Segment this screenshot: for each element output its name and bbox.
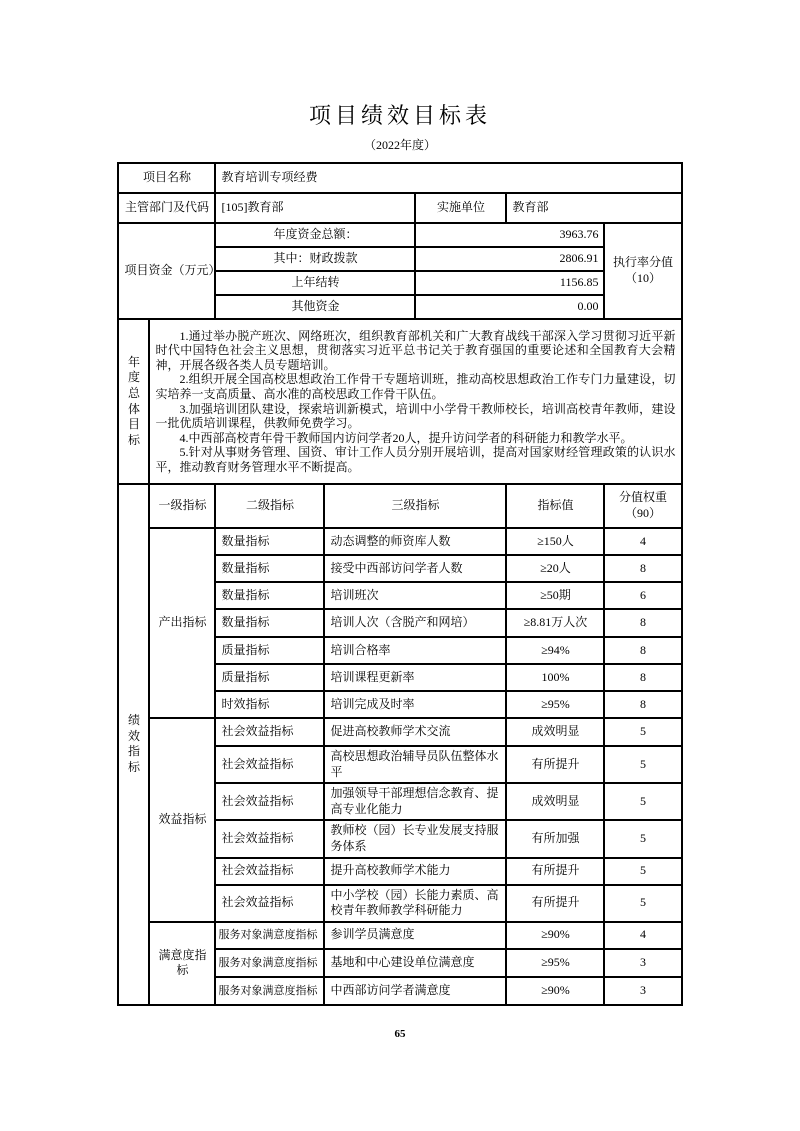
indicator-value-cell: ≥94% xyxy=(506,637,604,664)
indicator-level2-cell: 社会效益指标 xyxy=(215,746,324,783)
indicator-weight-cell: 4 xyxy=(604,922,681,949)
funding-item-label: 年度资金总额： xyxy=(215,223,415,247)
indicator-level2-cell: 社会效益指标 xyxy=(215,783,324,820)
indicator-value-cell: ≥50期 xyxy=(506,582,604,609)
header-level1: 一级指标 xyxy=(149,484,215,528)
indicator-value-cell: 100% xyxy=(506,664,604,691)
performance-table xyxy=(117,162,682,1006)
indicators-section-label: 绩效指标 xyxy=(118,484,149,1005)
indicator-level2-cell: 社会效益指标 xyxy=(215,718,324,746)
page-subtitle-year: （2022年度） xyxy=(363,138,436,152)
indicator-level2-cell: 质量指标 xyxy=(215,664,324,691)
indicator-value-cell: 成效明显 xyxy=(506,718,604,746)
goal-paragraph: 3.加强培训团队建设，探索培训新模式，培训中小学骨干教师校长，培训高校青年教师，建设一批优质培训课程，供教师免费学习。 xyxy=(155,401,676,431)
goal-paragraph: 1.通过举办脱产班次、网络班次，组织教育部机关和广大教育战线干部深入学习贯彻习近平新时代中国特色社会主义思想，贯彻落实习近平总书记关于教育强国的重要论述和全国教育大会精神，开展各级各类人员专题培训。 xyxy=(155,328,676,372)
indicator-level3-cell: 培训人次（含脱产和网培） xyxy=(324,609,506,637)
annual-goals-row xyxy=(118,319,681,484)
indicator-value-cell: 有所提升 xyxy=(506,746,604,783)
indicator-level2-cell: 服务对象满意度指标 xyxy=(215,922,324,949)
indicator-weight-cell: 8 xyxy=(604,555,681,582)
indicator-weight-cell: 8 xyxy=(604,664,681,691)
indicator-value-cell: ≥20人 xyxy=(506,555,604,582)
indicator-level2-cell: 服务对象满意度指标 xyxy=(215,977,324,1005)
impl-unit-value: 教育部 xyxy=(506,193,681,223)
indicator-weight-cell: 5 xyxy=(604,718,681,746)
goal-paragraph: 2.组织开展全国高校思想政治工作骨干专题培训班，推动高校思想政治工作专门力量建设，切实培养一支高质量、高水准的高校思政工作骨干队伍。 xyxy=(155,372,676,401)
project-name-label: 项目名称 xyxy=(118,163,215,193)
indicator-level2-cell: 社会效益指标 xyxy=(215,858,324,885)
indicator-level1-cell: 效益指标 xyxy=(149,718,215,922)
table-row xyxy=(118,193,681,223)
project-name-value: 教育培训专项经费 xyxy=(215,163,681,193)
indicator-weight-cell: 3 xyxy=(604,977,681,1005)
indicator-level3-cell: 培训课程更新率 xyxy=(324,664,506,691)
indicator-weight-cell: 4 xyxy=(604,528,681,555)
funding-item-label: 上年结转 xyxy=(215,271,415,295)
indicator-weight-cell: 5 xyxy=(604,885,681,922)
indicator-value-cell: ≥8.81万人次 xyxy=(506,609,604,637)
header-level2: 二级指标 xyxy=(215,484,324,528)
funding-item-value: 0.00 xyxy=(415,295,604,319)
indicator-weight-cell: 6 xyxy=(604,582,681,609)
indicator-level3-cell: 中小学校（园）长能力素质、高校青年教师教学科研能力 xyxy=(324,885,506,922)
indicator-weight-cell: 5 xyxy=(604,783,681,820)
header-weight-label: 分值权重 xyxy=(619,490,668,505)
indicator-level2-cell: 社会效益指标 xyxy=(215,885,324,922)
indicator-level2-cell: 数量指标 xyxy=(215,609,324,637)
indicator-level1-cell: 产出指标 xyxy=(149,528,215,718)
indicator-level3-cell: 培训完成及时率 xyxy=(324,691,506,718)
indicator-weight-cell: 5 xyxy=(604,858,681,885)
indicator-value-cell: ≥90% xyxy=(506,922,604,949)
indicator-value-cell: ≥95% xyxy=(506,691,604,718)
header-weight xyxy=(604,484,681,528)
indicator-value-cell: ≥95% xyxy=(506,949,604,977)
indicator-level1-cell: 满意度指标 xyxy=(149,922,215,1005)
table-row xyxy=(118,163,681,193)
indicator-weight-cell: 3 xyxy=(604,949,681,977)
indicator-level2-cell: 质量指标 xyxy=(215,637,324,664)
goal-paragraph: 4.中西部高校青年骨干教师国内访问学者20人，提升访问学者的科研能力和教学水平。 xyxy=(179,430,633,445)
indicator-level3-cell: 接受中西部访问学者人数 xyxy=(324,555,506,582)
funding-item-value: 2806.91 xyxy=(415,247,604,271)
indicator-value-cell: 成效明显 xyxy=(506,783,604,820)
indicator-row xyxy=(118,922,681,949)
indicator-level3-cell: 参训学员满意度 xyxy=(324,922,506,949)
indicator-row xyxy=(118,718,681,746)
execution-rate-points: （10） xyxy=(625,271,662,285)
indicator-level2-cell: 时效指标 xyxy=(215,691,324,718)
page-title: 项目绩效目标表 xyxy=(308,103,491,128)
indicator-level2-cell: 数量指标 xyxy=(215,528,324,555)
indicator-row xyxy=(118,528,681,555)
indicator-level3-cell: 基地和中心建设单位满意度 xyxy=(324,949,506,977)
indicator-level3-cell: 促进高校教师学术交流 xyxy=(324,718,506,746)
header-level3: 三级指标 xyxy=(324,484,506,528)
dept-code-value: [105]教育部 xyxy=(215,193,415,223)
indicator-level3-cell: 培训班次 xyxy=(324,582,506,609)
annual-goals-text xyxy=(149,319,681,484)
indicator-level3-cell: 中西部访问学者满意度 xyxy=(324,977,506,1005)
indicator-level2-cell: 数量指标 xyxy=(215,582,324,609)
indicator-level3-cell: 加强领导干部理想信念教育、提高专业化能力 xyxy=(324,783,506,820)
goal-paragraph: 5.针对从事财务管理、国资、审计工作人员分别开展培训，提高对国家财经管理政策的认识水平，推动教育财务管理水平不断提高。 xyxy=(155,445,676,474)
indicator-value-cell: 有所加强 xyxy=(506,820,604,857)
indicator-level3-cell: 动态调整的师资库人数 xyxy=(324,528,506,555)
indicator-value-cell: ≥150人 xyxy=(506,528,604,555)
header-value: 指标值 xyxy=(506,484,604,528)
indicator-level2-cell: 社会效益指标 xyxy=(215,820,324,857)
indicator-level3-cell: 提升高校教师学术能力 xyxy=(324,858,506,885)
page-number: 65 xyxy=(394,1028,406,1040)
funding-section-label: 项目资金（万元） xyxy=(118,223,215,319)
impl-unit-label: 实施单位 xyxy=(415,193,506,223)
indicator-level3-cell: 培训合格率 xyxy=(324,637,506,664)
indicator-weight-cell: 8 xyxy=(604,609,681,637)
indicator-level3-cell: 高校思想政治辅导员队伍整体水平 xyxy=(324,746,506,783)
indicators-header-row xyxy=(118,484,681,528)
header-weight-points: （90） xyxy=(625,506,662,520)
indicator-level2-cell: 服务对象满意度指标 xyxy=(215,949,324,977)
indicator-weight-cell: 8 xyxy=(604,637,681,664)
indicator-value-cell: ≥90% xyxy=(506,977,604,1005)
funding-item-value: 3963.76 xyxy=(415,223,604,247)
dept-code-label: 主管部门及代码 xyxy=(118,193,215,223)
funding-row xyxy=(118,223,681,247)
funding-item-value: 1156.85 xyxy=(415,271,604,295)
annual-goals-label: 年度总体目标 xyxy=(118,319,149,484)
indicator-weight-cell: 5 xyxy=(604,820,681,857)
indicator-value-cell: 有所提升 xyxy=(506,885,604,922)
indicator-value-cell: 有所提升 xyxy=(506,858,604,885)
indicator-weight-cell: 8 xyxy=(604,691,681,718)
execution-rate-score-cell xyxy=(604,223,681,319)
indicator-level3-cell: 教师校（园）长专业发展支持服务体系 xyxy=(324,820,506,857)
indicator-level2-cell: 数量指标 xyxy=(215,555,324,582)
funding-item-label: 其中：财政拨款 xyxy=(215,247,415,271)
execution-rate-label: 执行率分值 xyxy=(613,255,674,270)
funding-item-label: 其他资金 xyxy=(215,295,415,319)
indicator-weight-cell: 5 xyxy=(604,746,681,783)
